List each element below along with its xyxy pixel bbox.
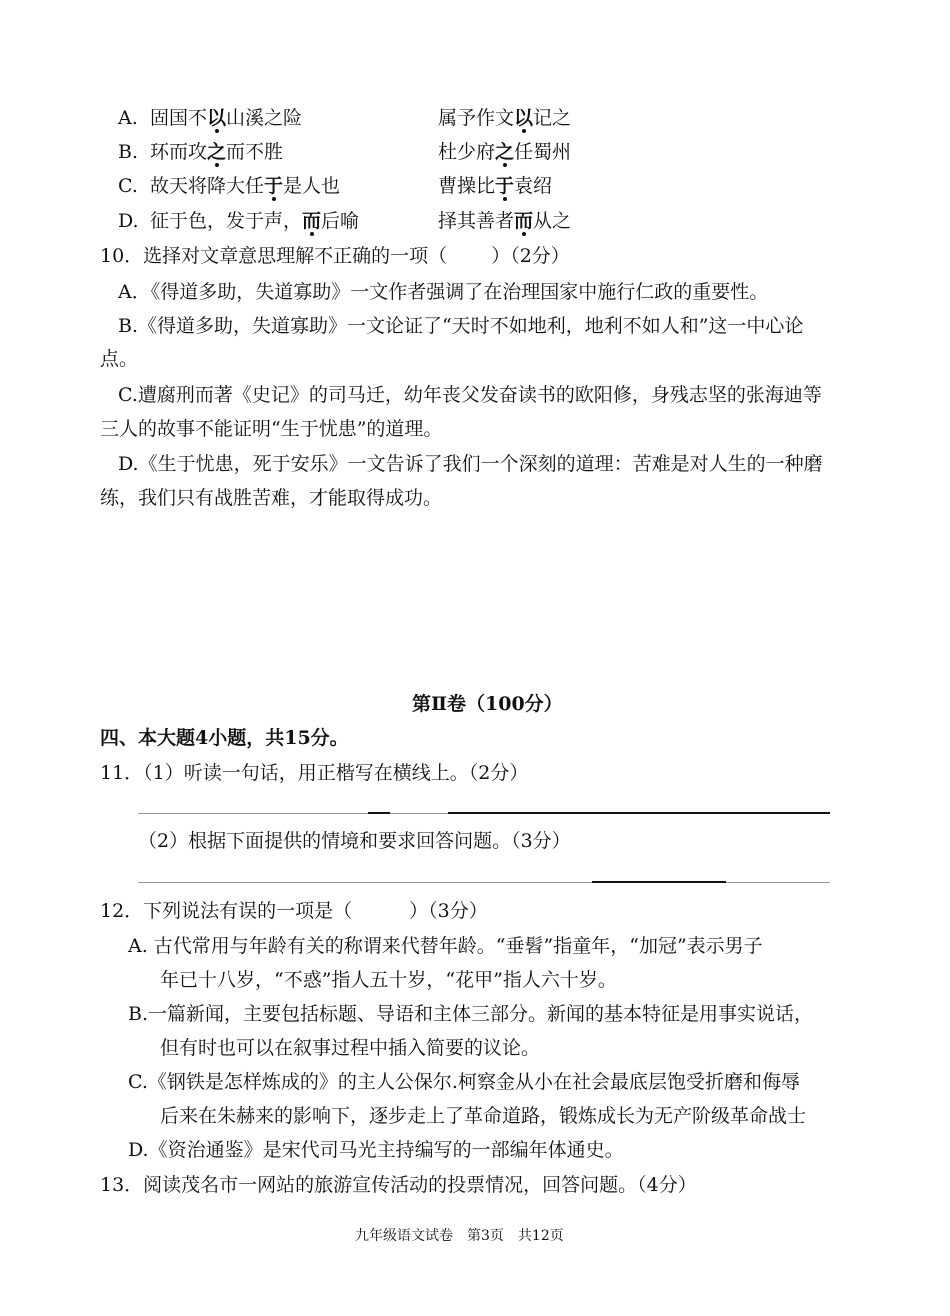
q12-option-c-cont: 后来在朱赫来的影响下，逐步走上了革命道路，锻炼成长为无产阶级革命战士 xyxy=(160,1105,807,1127)
q9-option-label: B. xyxy=(118,141,139,163)
answer-line xyxy=(368,812,390,814)
q9-option-left-phrase xyxy=(150,104,302,132)
q10-option-c: C.遭腐刑而著《史记》的司马迁，幼年丧父发奋读书的欧阳修，身残志坚的张海迪等 xyxy=(118,384,822,406)
q9-option-right-phrase xyxy=(438,207,571,235)
phrase-text: 属予作文 xyxy=(438,107,515,129)
section4-title: 四、本大题4小题，共15分。 xyxy=(100,727,349,749)
phrase-text: 固国不 xyxy=(150,107,208,129)
dotted-character: 于 xyxy=(264,175,284,197)
q12-option-a-cont: 年已十八岁，“不惑”指人五十岁，“花甲”指人六十岁。 xyxy=(160,969,617,991)
page-footer: 九年级语文试卷 第3页 共12页 xyxy=(355,1228,564,1244)
phrase-text: 袁绍 xyxy=(514,175,553,197)
phrase-text: 记之 xyxy=(533,107,572,129)
dotted-character: 以 xyxy=(514,107,534,129)
q10-option-a: A．《得道多助，失道寡助》一文作者强调了在治理国家中施行仁政的重要性。 xyxy=(118,281,769,303)
answer-line xyxy=(592,881,726,883)
q12-stem: 12．下列说法有误的一项是（ ）（3分） xyxy=(100,900,488,922)
q12-option-a: A. 古代常用与年龄有关的称谓来代替年龄。“垂髫”指童年，“加冠”表示男子 xyxy=(128,935,763,957)
q9-option-right-phrase xyxy=(438,138,571,166)
q10-option-b-cont: 点。 xyxy=(100,348,139,370)
q11-part1: 11．（1）听读一句话，用正楷写在横线上。（2分） xyxy=(100,762,529,784)
answer-line xyxy=(448,812,830,814)
phrase-text: 而不胜 xyxy=(226,141,284,163)
q13-stem: 13．阅读茂名市一网站的旅游宣传活动的投票情况，回答问题。（4分） xyxy=(100,1174,697,1196)
q9-option-label: A. xyxy=(118,107,138,129)
q9-option-left-phrase xyxy=(150,138,283,166)
q11-part2: （2）根据下面提供的情境和要求回答问题。（3分） xyxy=(138,830,571,852)
q12-option-b: B.一篇新闻，主要包括标题、导语和主体三部分。新闻的基本特征是用事实说话， xyxy=(128,1003,814,1025)
phrase-text: 后喻 xyxy=(321,210,360,232)
part2-title: 第Ⅱ卷（100分） xyxy=(412,693,563,715)
q12-option-d: D.《资治通鉴》是宋代司马光主持编写的一部编年体通史。 xyxy=(128,1139,624,1161)
phrase-text: 从之 xyxy=(533,210,572,232)
q10-option-d-cont: 练，我们只有战胜苦难，才能取得成功。 xyxy=(100,487,443,509)
answer-line xyxy=(390,813,448,814)
dotted-character: 而 xyxy=(514,210,534,232)
q12-option-b-cont: 但有时也可以在叙事过程中插入简要的议论。 xyxy=(160,1037,541,1059)
answer-line xyxy=(138,813,368,814)
phrase-text: 山溪之险 xyxy=(226,107,303,129)
phrase-text: 环而攻 xyxy=(150,141,208,163)
phrase-text: 征于色，发于声， xyxy=(150,210,303,232)
q9-option-right-phrase xyxy=(438,104,571,132)
phrase-text: 曹操比 xyxy=(438,175,496,197)
dotted-character: 而 xyxy=(302,210,322,232)
dotted-character: 之 xyxy=(495,141,515,163)
answer-line xyxy=(138,882,592,883)
q9-option-label: D. xyxy=(118,210,139,232)
phrase-text: 任蜀州 xyxy=(514,141,572,163)
q10-option-b: B.《得道多助，失道寡助》一文论证了“天时不如地利，地利不如人和”这一中心论 xyxy=(118,315,804,337)
phrase-text: 是人也 xyxy=(283,175,341,197)
phrase-text: 择其善者 xyxy=(438,210,515,232)
dotted-character: 之 xyxy=(207,141,227,163)
q10-option-d: D.《生于忧患，死于安乐》一文告诉了我们一个深刻的道理：苦难是对人生的一种磨 xyxy=(118,453,823,475)
q12-option-c: C.《钢铁是怎样炼成的》的主人公保尔.柯察金从小在社会最底层饱受折磨和侮辱 xyxy=(128,1071,800,1093)
phrase-text: 杜少府 xyxy=(438,141,496,163)
q9-option-left-phrase xyxy=(150,172,340,200)
q9-option-label: C. xyxy=(118,175,138,197)
answer-line xyxy=(726,882,830,883)
q10-stem: 10．选择对文章意思理解不正确的一项（ ）（2分） xyxy=(100,245,570,267)
q9-option-right-phrase xyxy=(438,172,552,200)
dotted-character: 以 xyxy=(207,107,227,129)
phrase-text: 故天将降大任 xyxy=(150,175,265,197)
dotted-character: 于 xyxy=(495,175,515,197)
q10-option-c-cont: 三人的故事不能证明“生于忧患”的道理。 xyxy=(100,418,443,440)
q9-option-left-phrase xyxy=(150,207,359,235)
